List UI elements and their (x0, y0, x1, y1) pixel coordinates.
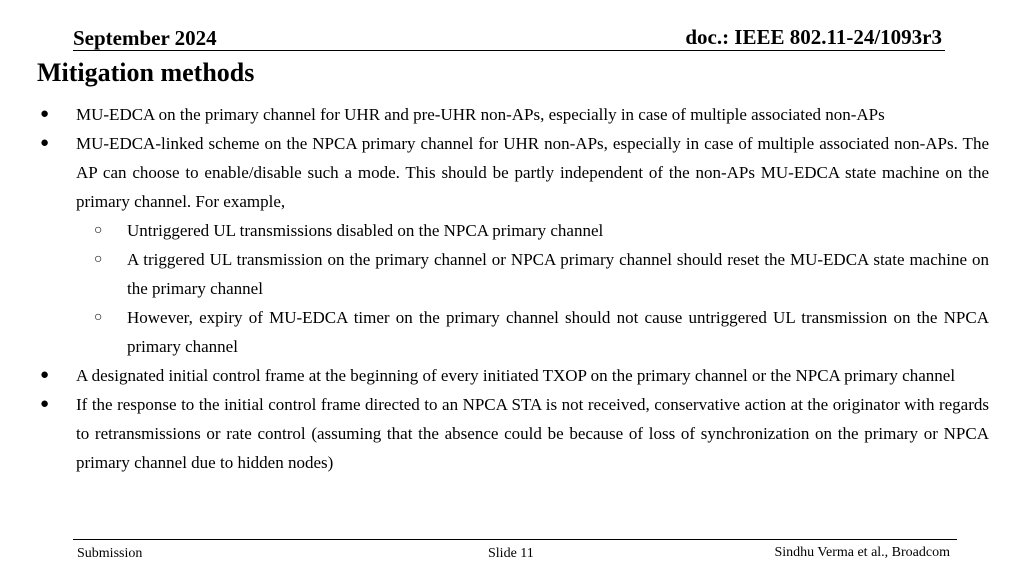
sub-bullet-text: A triggered UL transmission on the primary channel or NPCA primary channel should reset the MU-EDCA state machine on the primary channel (127, 250, 989, 298)
bullet-item (40, 100, 989, 129)
bullet-dot-icon: ● (40, 396, 50, 412)
header-doc-id: doc.: IEEE 802.11-24/1093r3 (685, 25, 942, 49)
header-divider (73, 50, 945, 51)
bullet-dot-icon: ● (40, 106, 50, 122)
bullet-dot-icon: ● (40, 367, 50, 383)
sub-bullet-text: Untriggered UL transmissions disabled on the NPCA primary channel (127, 221, 604, 240)
sub-bullet-circle-icon: ○ (94, 310, 103, 325)
bullet-item (40, 129, 989, 216)
footer-authors: Sindhu Verma et al., Broadcom (774, 545, 950, 560)
bullet-item (40, 390, 989, 477)
slide-title: Mitigation methods (37, 58, 255, 87)
bullet-text: A designated initial control frame at the beginning of every initiated TXOP on the primary channel or the NPCA primary channel (76, 366, 956, 385)
footer-slide-number: Slide 11 (488, 546, 534, 561)
sub-bullet-item (94, 245, 989, 303)
bullet-text: If the response to the initial control frame directed to an NPCA STA is not received, conservative action at the originator with regards to retransmissions or rate control (assuming that the absence could be because of loss of synchronization on the primary or NPCA primary channel due to hidden nodes) (76, 395, 989, 472)
bullet-dot-icon: ● (40, 135, 50, 151)
sub-bullet-circle-icon: ○ (94, 252, 103, 267)
sub-bullet-text: However, expiry of MU-EDCA timer on the primary channel should not cause untriggered UL transmission on the NPCA primary channel (127, 308, 989, 356)
sub-bullet-circle-icon: ○ (94, 223, 103, 238)
footer-submission: Submission (77, 546, 143, 561)
bullet-text: MU-EDCA on the primary channel for UHR and pre-UHR non-APs, especially in case of multiple associated non-APs (76, 105, 885, 124)
header-date: September 2024 (73, 26, 217, 50)
sub-bullet-item (94, 216, 989, 245)
footer-divider (73, 539, 957, 540)
sub-bullet-item (94, 303, 989, 361)
bullet-item (40, 361, 989, 390)
bullet-list (0, 100, 1024, 477)
bullet-text: MU-EDCA-linked scheme on the NPCA primary channel for UHR non-APs, especially in case of multiple associated non-APs. The AP can choose to enable/disable such a mode. This should be partly independent of the non-APs MU-EDCA state machine on the primary channel. For example, (76, 134, 989, 211)
